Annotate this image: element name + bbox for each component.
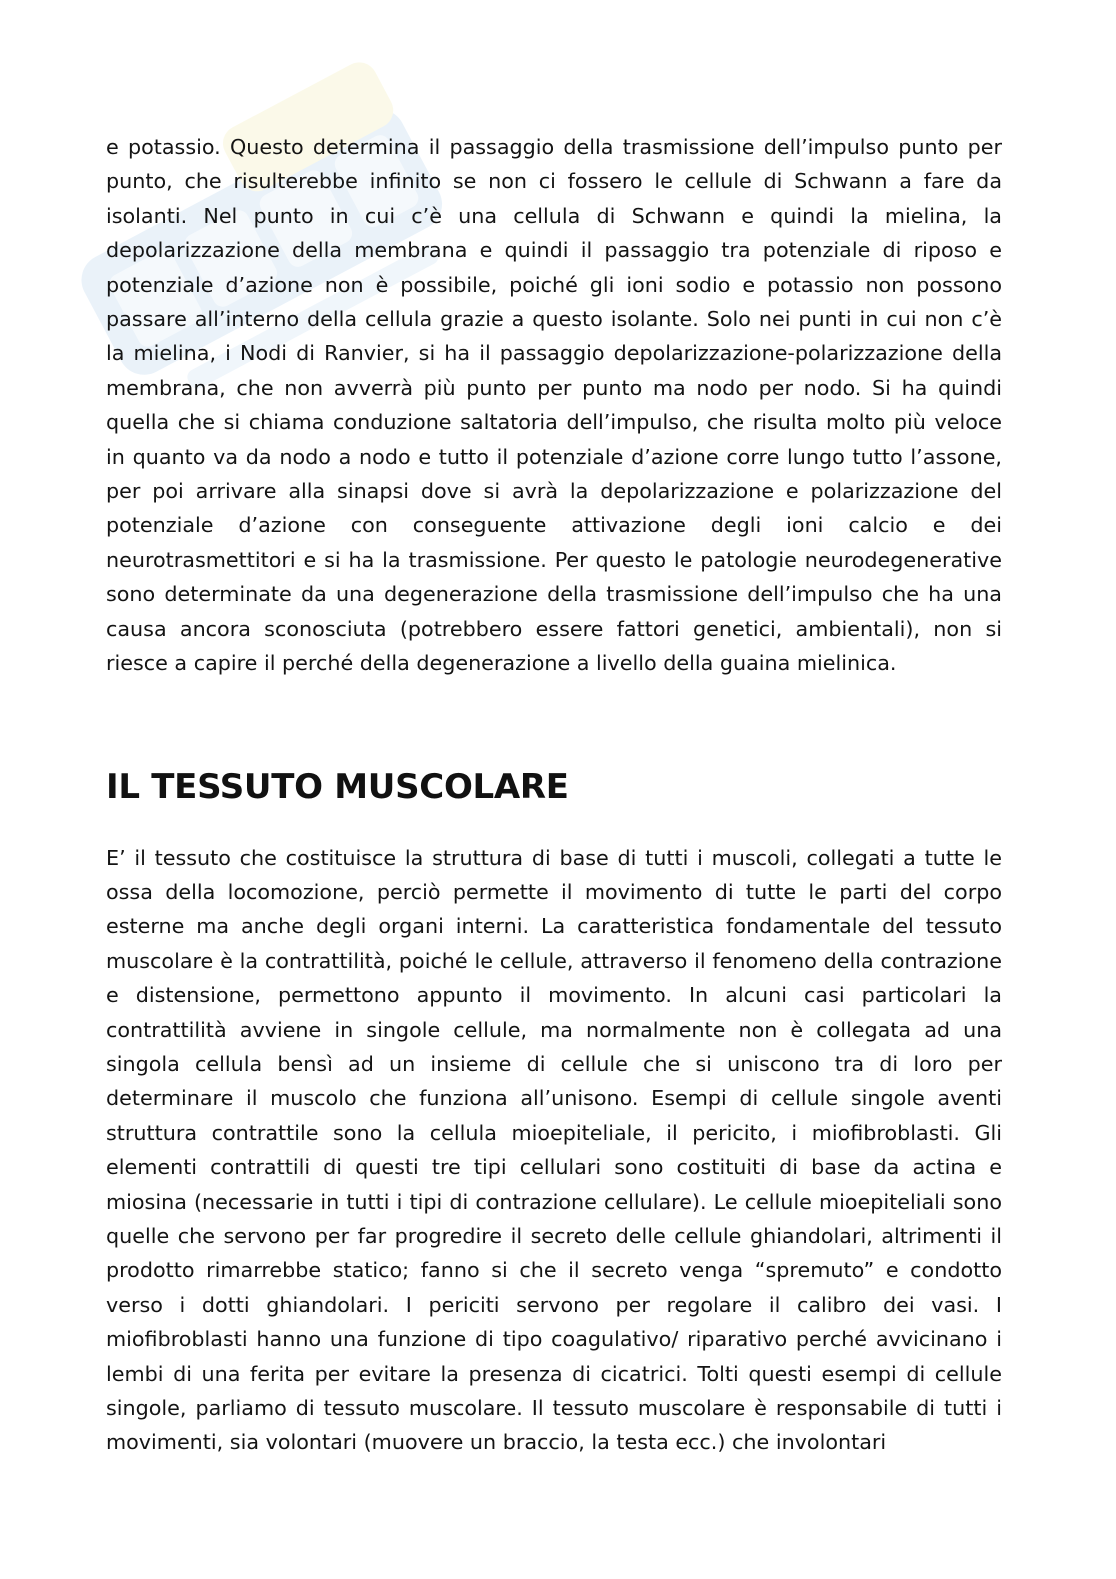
body-paragraph-1: e potassio. Questo determina il passaggio della trasmissione dell’impulso punto per punto, che risulterebbe infinito se non ci fossero le cellule di Schwann a fare da isolanti. Nel punto in cui c’è una cellula di Schwann e quindi la mielina, la depolarizzazione della membrana e quindi il passaggio tra potenziale di riposo e potenziale d’azione non è possibile, poiché gli ioni sodio e potassio non possono passare all’interno della cellula grazie a questo isolante. Solo nei punti in cui non c’è la mielina, i Nodi di Ranvier, si ha il passaggio depolarizzazione-polarizzazione della membrana, che non avverrà più punto per punto ma nodo per nodo. Si ha quindi quella che si chiama conduzione saltatoria dell’impulso, che risulta molto più veloce in quanto va da nodo a nodo e tutto il potenziale d’azione corre lungo tutto l’assone, per poi arrivare alla sinapsi dove si avrà la depolarizzazione e polarizzazione del potenziale d’azione con conseguente attivazione degli ioni calcio e dei neurotrasmettitori e si ha la trasmissione. Per questo le patologie neurodegenerative sono determinate da una degenerazione della trasmissione dell’impulso che ha una causa ancora sconosciuta (potrebbero essere fattori genetici, ambientali), non si riesce a capire il perché della degenerazione a livello della guaina mielinica. — [106, 135, 1002, 676]
body-paragraph-2: E’ il tessuto che costituisce la struttura di base di tutti i muscoli, collegati a tutte le ossa della locomozione, perciò permette il movimento di tutte le parti del corpo esterne ma anche degli organi interni. La caratteristica fondamentale del tessuto muscolare è la contrattilità, poiché le cellule, attraverso il fenomeno della contrazione e distensione, permettono appunto il movimento. In alcuni casi particolari la contrattilità avviene in singole cellule, ma normalmente non è collegata ad una singola cellula bensì ad un insieme di cellule che si uniscono tra di loro per determinare il muscolo che funziona all’unisono. Esempi di cellule singole aventi struttura contrattile sono la cellula mioepiteliale, il pericito, i miofibroblasti. Gli elementi contrattili di questi tre tipi cellulari sono costituiti di base da actina e miosina (necessarie in tutti i tipi di contrazione cellulare). Le cellule mioepiteliali sono quelle che servono per far progredire il secreto delle cellule ghiandolari, altrimenti il prodotto rimarrebbe statico; fanno si che il secreto venga “spremuto” e condotto verso i dotti ghiandolari. I periciti servono per regolare il calibro dei vasi. I miofibroblasti hanno una funzione di tipo coagulativo/ riparativo perché avvicinano i lembi di una ferita per evitare la presenza di cicatrici. Tolti questi esempi di cellule singole, parliamo di tessuto muscolare. Il tessuto muscolare è responsabile di tutti i movimenti, sia volontari (muovere un braccio, la testa ecc.) che involontari — [106, 845, 1002, 1455]
section-title: IL TESSUTO MUSCOLARE — [106, 766, 569, 807]
document-page — [106, 130, 1002, 1460]
